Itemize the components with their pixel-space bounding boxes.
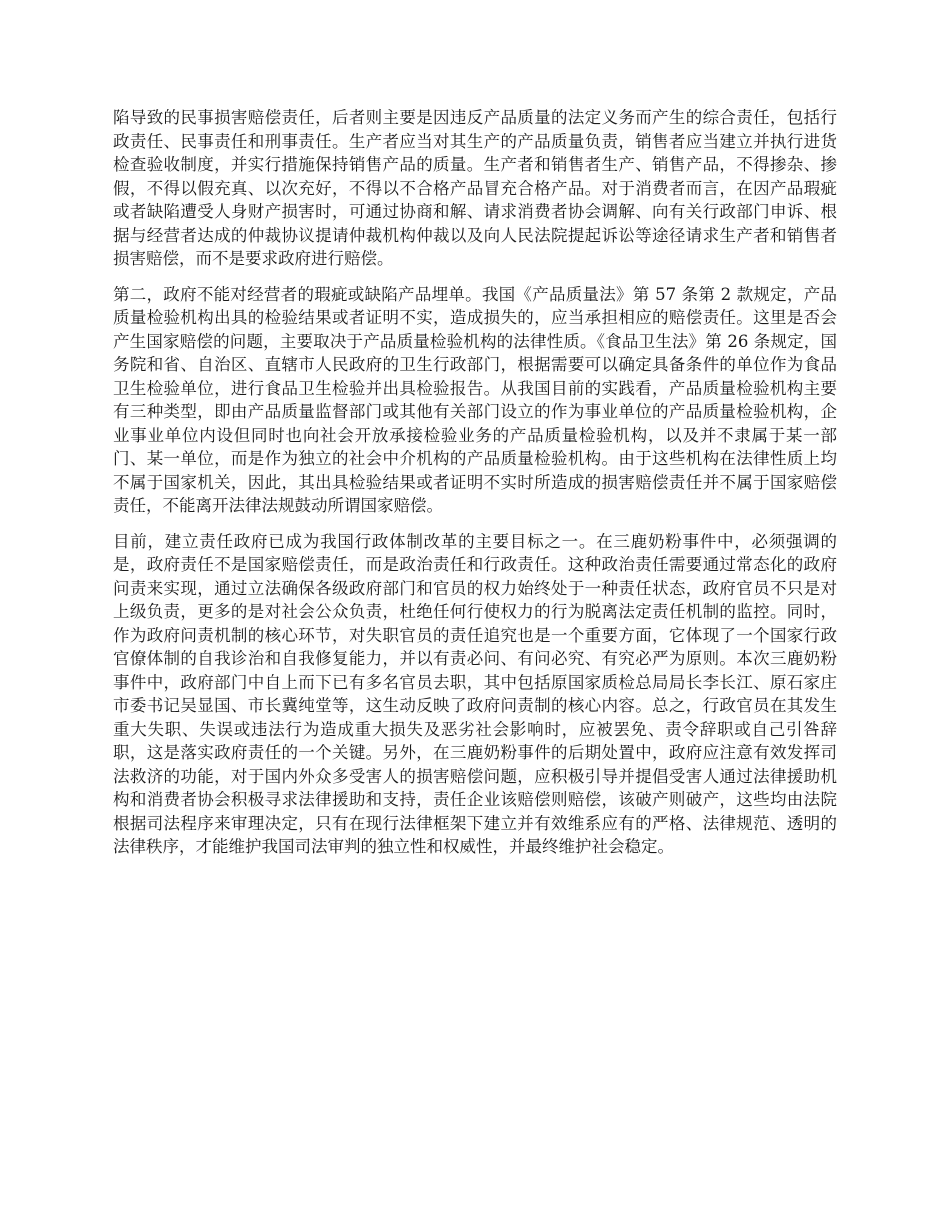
document-body <box>113 106 837 871</box>
paragraph-1: 陷导致的民事损害赔偿责任，后者则主要是因违反产品质量的法定义务而产生的综合责任，包括行政责任、民事责任和刑事责任。生产者应当对其生产的产品质量负责，销售者应当建立并执行进货检查验收制度，并实行措施保持销售产品的质量。生产者和销售者生产、销售产品，不得掺杂、掺假，不得以假充真、以次充好，不得以不合格产品冒充合格产品。对于消费者而言，在因产品瑕疵或者缺陷遭受人身财产损害时，可通过协商和解、请求消费者协会调解、向有关行政部门申诉、根据与经营者达成的仲裁协议提请仲裁机构仲裁以及向人民法院提起诉讼等途径请求生产者和销售者损害赔偿，而不是要求政府进行赔偿。 <box>113 108 837 268</box>
paragraph-3: 目前，建立责任政府已成为我国行政体制改革的主要目标之一。在三鹿奶粉事件中，必须强调的是，政府责任不是国家赔偿责任，而是政治责任和行政责任。这种政治责任需要通过常态化的政府问责来实现，通过立法确保各级政府部门和官员的权力始终处于一种责任状态，政府官员不只是对上级负责，更多的是对社会公众负责，杜绝任何行使权力的行为脱离法定责任机制的监控。同时，作为政府问责机制的核心环节，对失职官员的责任追究也是一个重要方面，它体现了一个国家行政官僚体制的自我诊治和自我修复能力，并以有责必问、有问必究、有究必严为原则。本次三鹿奶粉事件中，政府部门中自上而下已有多名官员去职，其中包括原国家质检总局局长李长江、原石家庄市委书记吴显国、市长冀纯堂等，这生动反映了政府问责制的核心内容。总之，行政官员在其发生重大失职、失误或违法行为造成重大损失及恶劣社会影响时，应被罢免、责令辞职或自己引咎辞职，这是落实政府责任的一个关键。另外，在三鹿奶粉事件的后期处置中，政府应注意有效发挥司法救济的功能，对于国内外众多受害人的损害赔偿问题，应积极引导并提倡受害人通过法律援助机构和消费者协会积极寻求法律援助和支持，责任企业该赔偿则赔偿，该破产则破产，这些均由法院根据司法程序来审理决定，只有在现行法律框架下建立并有效维系应有的严格、法律规范、透明的法律秩序，才能维护我国司法审判的独立性和权威性，并最终维护社会稳定。 <box>113 531 837 856</box>
paragraph-2: 第二，政府不能对经营者的瑕疵或缺陷产品埋单。我国《产品质量法》第 57 条第 2 款规定，产品质量检验机构出具的检验结果或者证明不实，造成损失的，应当承担相应的赔偿责任。这里是否会产生国家赔偿的问题，主要取决于产品质量检验机构的法律性质。《食品卫生法》第 26 条规定，国务院和省、自治区、直辖市人民政府的卫生行政部门，根据需要可以确定具备条件的单位作为食品卫生检验单位，进行食品卫生检验并出具检验报告。从我国目前的实践看，产品质量检验机构主要有三种类型，即由产品质量监督部门或其他有关部门设立的作为事业单位的产品质量检验机构，企业事业单位内设但同时也向社会开放承接检验业务的产品质量检验机构，以及并不隶属于某一部门、某一单位，而是作为独立的社会中介机构的产品质量检验机构。由于这些机构在法律性质上均不属于国家机关，因此，其出具检验结果或者证明不实时所造成的损害赔偿责任并不属于国家赔偿责任，不能离开法律法规鼓动所谓国家赔偿。 <box>113 284 837 515</box>
